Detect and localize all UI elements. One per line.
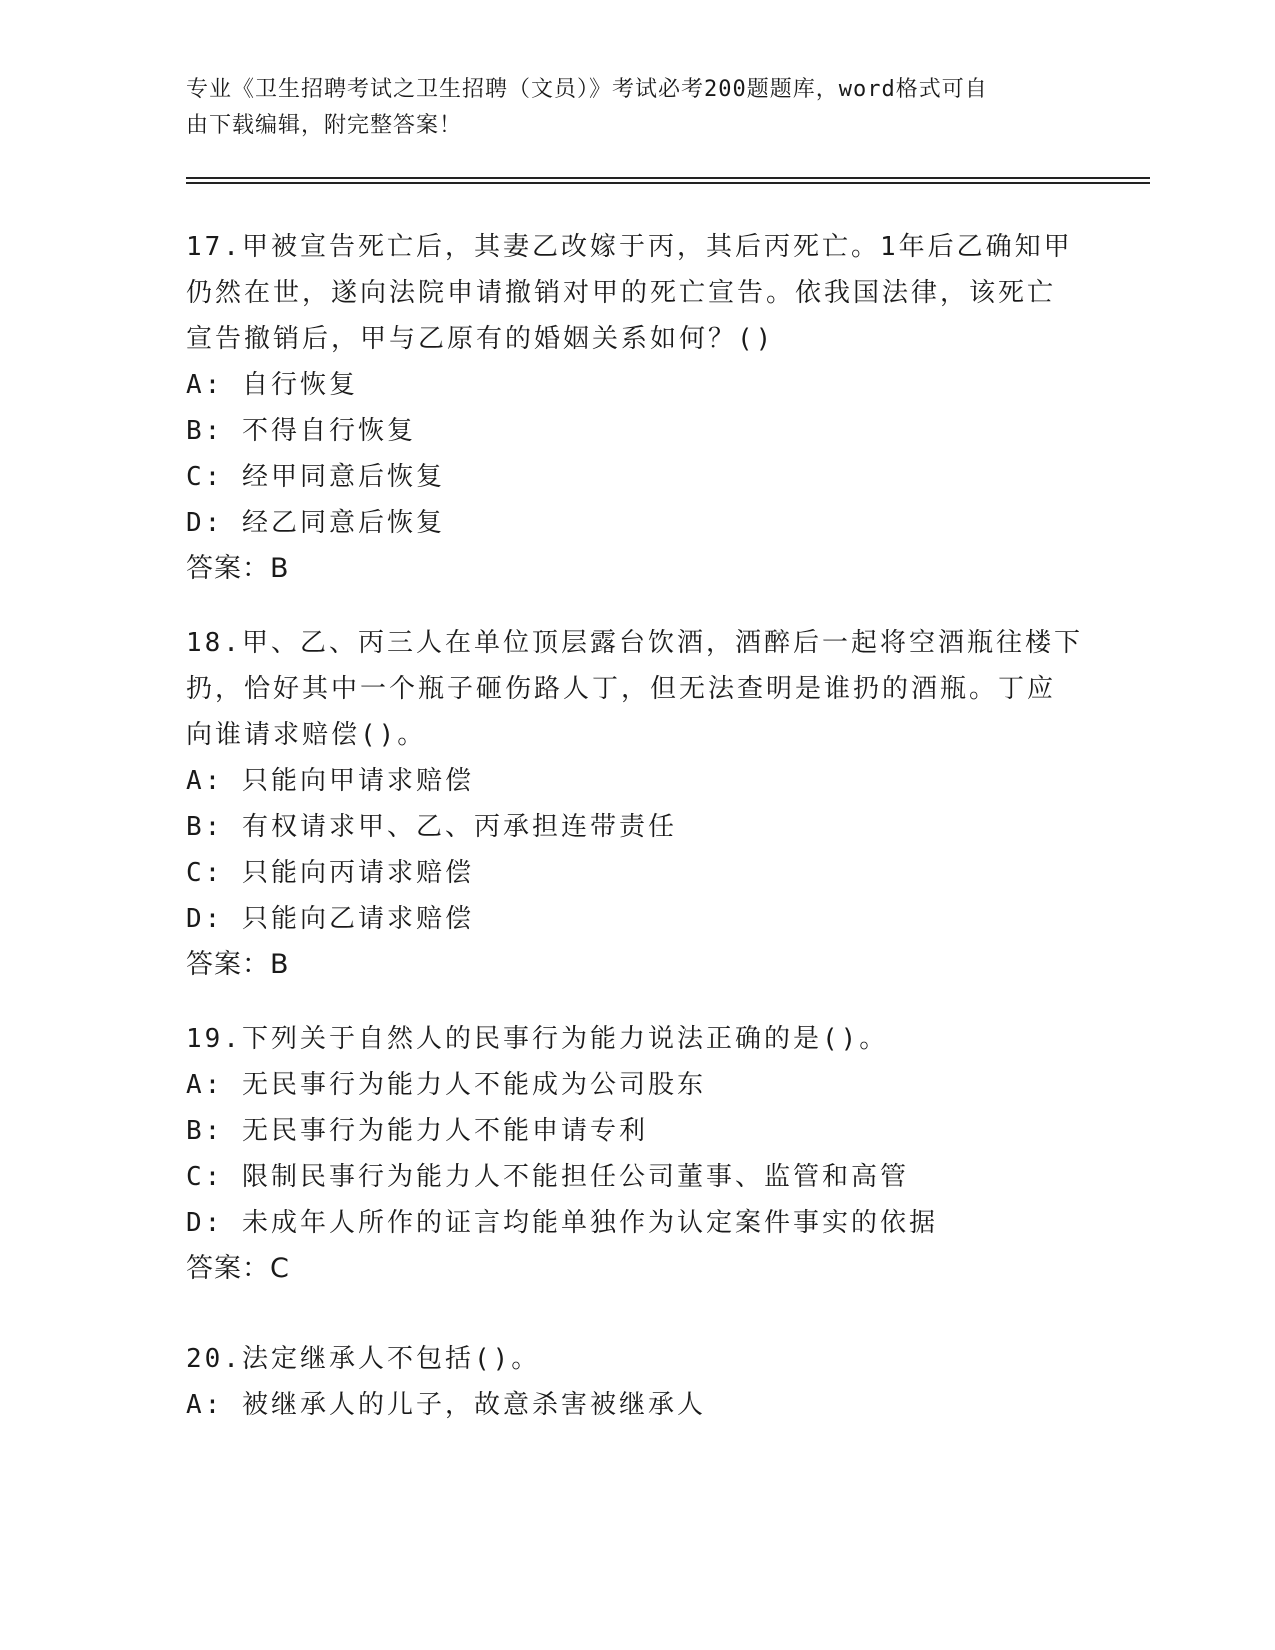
option-b: B: 有权请求甲、乙、丙承担连带责任 (186, 812, 677, 842)
question-stem-line: 17.甲被宣告死亡后，其妻乙改嫁于丙，其后丙死亡。1年后乙确知甲 (186, 232, 1073, 262)
option-a: A: 无民事行为能力人不能成为公司股东 (186, 1070, 706, 1100)
option-c: C: 只能向丙请求赔偿 (186, 858, 474, 888)
question-stem-line: 向谁请求赔偿()。 (186, 720, 427, 750)
question-18 (186, 620, 1086, 988)
question-stem-line: 仍然在世，遂向法院申请撤销对甲的死亡宣告。依我国法律，该死亡 (186, 278, 1057, 308)
header-line-2: 由下载编辑，附完整答案！ (186, 113, 463, 138)
option-a: A: 只能向甲请求赔偿 (186, 766, 474, 796)
answer-line: 答案：B (186, 949, 290, 980)
option-d: D: 只能向乙请求赔偿 (186, 904, 474, 934)
answer-line: 答案：C (186, 1253, 290, 1284)
question-stem-line: 19.下列关于自然人的民事行为能力说法正确的是()。 (186, 1024, 889, 1054)
header-divider-bottom (186, 182, 1150, 184)
question-stem-line: 18.甲、乙、丙三人在单位顶层露台饮酒，酒醉后一起将空酒瓶往楼下 (186, 628, 1083, 658)
option-b: B: 不得自行恢复 (186, 416, 416, 446)
header-line-1: 专业《卫生招聘考试之卫生招聘（文员）》考试必考200题题库，word格式可自 (186, 77, 988, 102)
question-20 (186, 1336, 1086, 1428)
question-stem-line: 20.法定继承人不包括()。 (186, 1344, 541, 1374)
question-19 (186, 1016, 1086, 1292)
option-c: C: 经甲同意后恢复 (186, 462, 445, 492)
document-header (186, 72, 1066, 144)
option-a: A: 被继承人的儿子，故意杀害被继承人 (186, 1390, 706, 1420)
question-stem-line: 扔，恰好其中一个瓶子砸伤路人丁，但无法查明是谁扔的酒瓶。丁应 (186, 674, 1057, 704)
option-d: D: 未成年人所作的证言均能单独作为认定案件事实的依据 (186, 1208, 938, 1238)
question-17 (186, 224, 1086, 592)
option-a: A: 自行恢复 (186, 370, 358, 400)
option-c: C: 限制民事行为能力人不能担任公司董事、监管和高管 (186, 1162, 909, 1192)
header-divider-top (186, 177, 1150, 179)
option-d: D: 经乙同意后恢复 (186, 508, 445, 538)
option-b: B: 无民事行为能力人不能申请专利 (186, 1116, 648, 1146)
question-stem-line: 宣告撤销后，甲与乙原有的婚姻关系如何？() (186, 324, 775, 354)
answer-line: 答案：B (186, 553, 290, 584)
